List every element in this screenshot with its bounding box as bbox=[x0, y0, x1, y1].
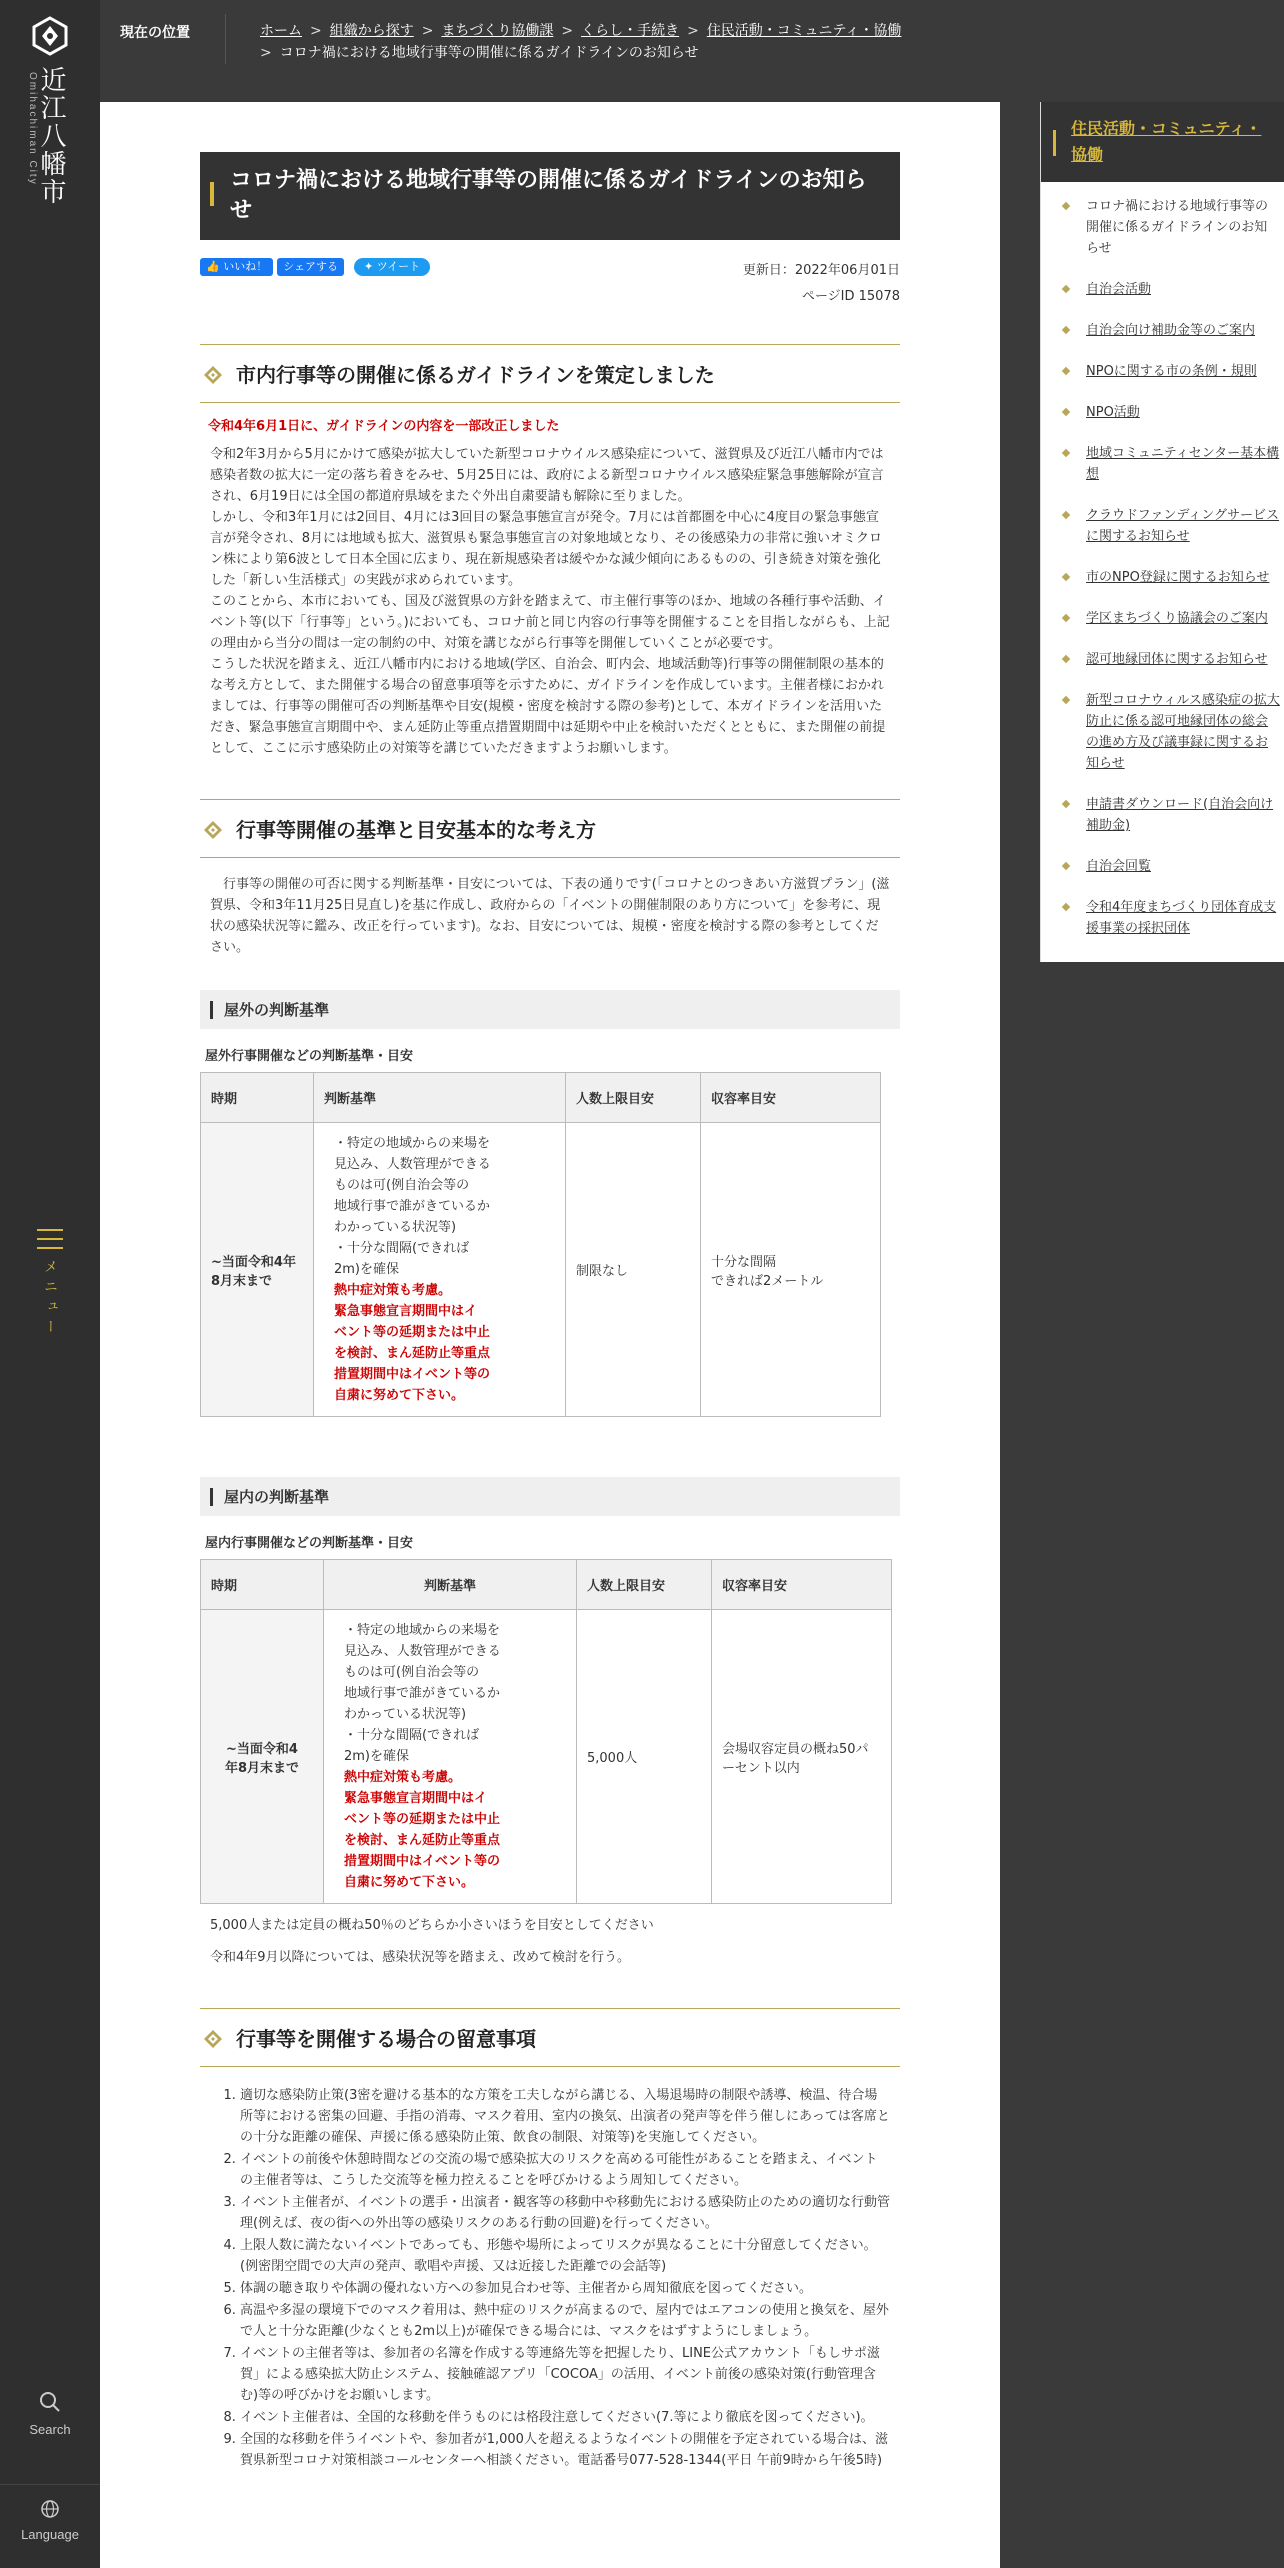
list-item: 6. 高温や多湿の環境下でのマスク着用は、熱中症のリスクが高まるので、屋内ではエアコンの使用と換気を、屋外で人と十分な距離(少なくとも2m以上)が確保できる場合には、マスクをはずすようにしましょう。 bbox=[240, 2300, 890, 2342]
criteria-line: 2m)を確保 bbox=[334, 1262, 400, 1277]
sidebar-item[interactable]: 市のNPO登録に関するお知らせ bbox=[1041, 567, 1284, 588]
column-header: 収容率目安 bbox=[712, 1560, 892, 1610]
search-button[interactable] bbox=[0, 2390, 100, 2470]
list-item: 8. イベント主催者は、全国的な移動を伴うものには格段注意してください(7.等により徹底を図ってください)。 bbox=[240, 2407, 890, 2428]
column-header: 判断基準 bbox=[314, 1073, 566, 1123]
social-bar bbox=[200, 258, 900, 308]
revision-notice: 令和4年6月1日に、ガイドラインの内容を一部改正しました bbox=[208, 419, 560, 434]
list-item: 5. 体調の聴き取りや体調の優れない方への参加見合わせ等、主催者から周知徹底を図ってください。 bbox=[240, 2278, 890, 2299]
language-label: Language bbox=[21, 2527, 79, 2542]
menu-label: メニュー bbox=[42, 1259, 58, 1339]
criteria-line: わかっている状況等) bbox=[344, 1707, 467, 1722]
twitter-bird-icon: ✦ bbox=[363, 260, 374, 273]
breadcrumb-bar bbox=[100, 0, 1284, 102]
section-body bbox=[210, 444, 890, 759]
sidebar-item[interactable]: NPOに関する市の条例・規則 bbox=[1041, 361, 1284, 382]
breadcrumb-item[interactable]: 住民活動・コミュニティ・協働 bbox=[706, 23, 902, 39]
paragraph: こうした状況を踏まえ、近江八幡市内における地域(学区、自治会、町内会、地域活動等)行事等の開催制限の基本的な考え方として、また開催する場合の留意事項等を示すために、ガイドラインを作成しています。主催者様におかれましては、行事等の開催可否の判断基準や目安(規模・密度を検討する際の参考)として、本ガイドラインを活用いただき、緊急事態宣言期間中や、まん延防止等重点措置期間中は延期や中止を検討いただくとともに、また開催の前提として、ここに示す感染防止の対策等を講じていただきますようお願いします。 bbox=[210, 657, 886, 756]
menu-button[interactable] bbox=[30, 1222, 70, 1352]
sidebar-item[interactable]: 地域コミュニティセンター基本構想 bbox=[1041, 443, 1284, 485]
sidebar-item[interactable]: 申請書ダウンロード(自治会向け補助金) bbox=[1041, 794, 1284, 836]
criteria-text bbox=[334, 1620, 566, 1893]
facebook-like-button[interactable]: 👍 いいね！ bbox=[200, 258, 273, 276]
sidebar-item[interactable]: 自治会向け補助金等のご案内 bbox=[1041, 320, 1284, 341]
city-name: 近江八幡市 bbox=[36, 66, 66, 206]
list-item: 3. イベント主催者が、イベントの選手・出演者・観客等の移動中や移動先における感染防止のための適切な行動管理(例えば、夜の街への外出等の感染リスクのある行動の回避)を行ってください。 bbox=[240, 2192, 890, 2234]
column-header: 人数上限目安 bbox=[577, 1560, 712, 1610]
criteria-line: 地域行事で誰がきているか bbox=[344, 1686, 501, 1701]
city-emblem-icon[interactable] bbox=[30, 16, 70, 56]
outdoor-criteria-table bbox=[200, 1072, 881, 1417]
criteria-warning-line: 緊急事態宣言期間中はイ bbox=[344, 1791, 488, 1806]
criteria-warning-line: ベント等の延期または中止 bbox=[344, 1812, 501, 1827]
criteria-line: 見込み、人数管理ができる bbox=[344, 1644, 501, 1659]
criteria-warning-line: 緊急事態宣言期間中はイ bbox=[334, 1304, 478, 1319]
section-heading-text: 行事等開催の基準と目安基本的な考え方 bbox=[236, 818, 596, 842]
criteria-line: 2m)を確保 bbox=[344, 1749, 410, 1764]
criteria-line: ・特定の地域からの来場を bbox=[334, 1136, 491, 1151]
breadcrumb-item[interactable]: くらし・手続き bbox=[581, 23, 680, 39]
period-line: 8月末まで bbox=[211, 1273, 273, 1289]
list-item: 4. 上限人数に満たないイベントであっても、形態や場所によってリスクが異なることに十分留意してください。(例密閉空間での大声の発声、歌唱や声援、又は近接した距離での会話等) bbox=[240, 2235, 890, 2277]
column-header: 判断基準 bbox=[324, 1560, 577, 1610]
capacity-cell bbox=[712, 1610, 892, 1904]
search-icon bbox=[38, 2390, 62, 2414]
city-roman-name: Omihachiman City bbox=[27, 72, 38, 186]
table-note: 5,000人または定員の概ね50％のどちらか小さいほうを目安としてください bbox=[210, 1918, 654, 1933]
page-meta bbox=[743, 258, 900, 310]
breadcrumb-heading: 現在の位置 bbox=[120, 25, 190, 41]
sidebar-item[interactable]: 自治会回覧 bbox=[1041, 856, 1284, 877]
chevron-right-icon: > bbox=[310, 23, 322, 39]
indoor-criteria-table bbox=[200, 1559, 892, 1904]
criteria-line: 地域行事で誰がきているか bbox=[334, 1199, 491, 1214]
hamburger-icon bbox=[30, 1229, 70, 1249]
criteria-line: ものは可(例自治会等の bbox=[334, 1178, 470, 1193]
criteria-line: わかっている状況等) bbox=[334, 1220, 457, 1235]
sidebar-item-current: コロナ禍における地域行事等の開催に係るガイドラインのお知らせ bbox=[1041, 196, 1284, 259]
chevron-right-icon: > bbox=[687, 23, 699, 39]
globe-icon bbox=[40, 2499, 60, 2519]
section-heading bbox=[200, 344, 900, 403]
list-item: 7. イベントの主催者等は、参加者の名簿を作成する等連絡先等を把握したり、LINE公式アカウント「もしサポ滋賀」による感染拡大防止システム、接触確認アプリ「COCOA」の活用、イベント前後の感染対策(行動管理含む)等の呼びかけをお願いします。 bbox=[240, 2343, 890, 2406]
like-label: いいね！ bbox=[223, 260, 268, 273]
criteria-cell bbox=[324, 1610, 577, 1904]
section-heading bbox=[200, 2008, 900, 2067]
section-heading-text: 市内行事等の開催に係るガイドラインを策定しました bbox=[236, 363, 715, 387]
criteria-line: ものは可(例自治会等の bbox=[344, 1665, 480, 1680]
sidebar-item[interactable]: 学区まちづくり協議会のご案内 bbox=[1041, 608, 1284, 629]
outdoor-criteria-heading: 屋外の判断基準 bbox=[200, 990, 900, 1029]
limit-cell: 5,000人 bbox=[577, 1610, 712, 1904]
column-header: 人数上限目安 bbox=[566, 1073, 701, 1123]
criteria-warning-line: 自粛に努めて下さい。 bbox=[334, 1388, 465, 1403]
main-content bbox=[100, 102, 1000, 2568]
table-row bbox=[201, 1610, 892, 1904]
period-line: ~当面令和4 bbox=[226, 1741, 298, 1757]
criteria-warning-line: 措置期間中はイベント等の bbox=[334, 1367, 491, 1382]
criteria-warning-line: 熱中症対策も考慮。 bbox=[334, 1283, 452, 1298]
list-item: 2. イベントの前後や休憩時間などの交流の場で感染拡大のリスクを高める可能性があることを踏まえ、イベントの主催者等は、こうした交流等を極力控えることを呼びかけるよう周知してください。 bbox=[240, 2149, 890, 2191]
criteria-warning-line: を検討、まん延防止等重点 bbox=[334, 1346, 491, 1361]
left-rail bbox=[0, 0, 100, 2568]
diamond-ornament-icon bbox=[204, 366, 222, 384]
limit-cell: 制限なし bbox=[566, 1123, 701, 1417]
table-header-row bbox=[201, 1560, 892, 1610]
facebook-share-button[interactable]: シェアする bbox=[277, 258, 344, 276]
breadcrumb-divider bbox=[225, 14, 226, 64]
capacity-line: 会場収容定員の概ね50パ bbox=[722, 1741, 869, 1757]
paragraph: 令和2年3月から5月にかけて感染が拡大していた新型コロナウイルス感染症について、滋賀県及び近江八幡市内では感染者数の拡大に一定の落ち着きをみせ、5月25日には、政府による新型コロナウイルス感染症緊急事態解除が宣言され、6月19日には全国の都道府県域をまたぐ外出自粛要請も解除に至りました。 bbox=[210, 447, 884, 504]
sidebar-item[interactable]: 認可地縁団体に関するお知らせ bbox=[1041, 649, 1284, 670]
criteria-warning-line: 措置期間中はイベント等の bbox=[344, 1854, 501, 1869]
sidebar-list bbox=[1041, 182, 1284, 939]
breadcrumb-item[interactable]: まちづくり協働課 bbox=[441, 23, 554, 39]
table-header-row bbox=[201, 1073, 881, 1123]
tweet-button[interactable] bbox=[354, 258, 430, 276]
column-header: 時期 bbox=[201, 1073, 314, 1123]
table-caption: 屋外行事開催などの判断基準・目安 bbox=[205, 1049, 414, 1064]
column-header: 収容率目安 bbox=[701, 1073, 881, 1123]
chevron-right-icon: > bbox=[561, 23, 574, 39]
updated-date: 更新日：2022年06月01日 bbox=[742, 263, 900, 278]
article bbox=[200, 152, 900, 2472]
criteria-line: ・十分な間隔(できれば bbox=[344, 1728, 480, 1743]
paragraph: 行事等の開催の可否に関する判断基準・目安については、下表の通りです(「コロナとのつきあい方滋賀プラン」(滋賀県、令和3年11月25日見直し)を基に作成し、政府からの「イベントの開催制限のあり方について」を参考に、現状の感染状況等に鑑み、改正を行っています)。なお、目安については、規模・密度を検討する際の参考としてください。 bbox=[210, 877, 890, 955]
period-line: 年8月末まで bbox=[224, 1760, 300, 1776]
period-cell bbox=[201, 1123, 314, 1417]
breadcrumb bbox=[260, 20, 1060, 64]
breadcrumb-home[interactable]: ホーム bbox=[260, 23, 302, 39]
sidebar-item[interactable]: NPO活動 bbox=[1041, 402, 1284, 423]
sidebar-item[interactable]: 令和4年度まちづくり団体育成支援事業の採択団体 bbox=[1041, 897, 1284, 939]
column-header: 時期 bbox=[201, 1560, 324, 1610]
criteria-text bbox=[324, 1133, 555, 1406]
capacity-line: ーセント以内 bbox=[722, 1760, 800, 1776]
search-label: Search bbox=[29, 2422, 71, 2437]
sidebar bbox=[1040, 102, 1284, 962]
criteria-line: 見込み、人数管理ができる bbox=[334, 1157, 491, 1172]
sidebar-item[interactable]: クラウドファンディングサービスに関するお知らせ bbox=[1041, 505, 1284, 547]
criteria-warning-line: を検討、まん延防止等重点 bbox=[344, 1833, 501, 1848]
list-item: 1. 適切な感染防止策(3密を避ける基本的な方策を工夫しながら講じる、入場退場時の制限や誘導、検温、待合場所等における密集の回避、手指の消毒、マスク着用、室内の換気、出演者の発声等を伴う催しにあっては客席との十分な距離の確保、声援に係る感染防止策、飲食の制限、対策等)を実施してください。 bbox=[240, 2085, 890, 2148]
sidebar-item[interactable]: 自治会活動 bbox=[1041, 279, 1284, 300]
sidebar-item[interactable]: 新型コロナウィルス感染症の拡大防止に係る認可地縁団体の総会の進め方及び議事録に関するお知らせ bbox=[1041, 690, 1284, 774]
breadcrumb-item[interactable]: 組織から探す bbox=[329, 23, 414, 39]
indoor-criteria-heading: 屋内の判断基準 bbox=[200, 1477, 900, 1516]
criteria-warning-line: ベント等の延期または中止 bbox=[334, 1325, 491, 1340]
language-button[interactable] bbox=[0, 2484, 100, 2564]
page-id: ページID 15078 bbox=[801, 289, 900, 304]
diamond-ornament-icon bbox=[204, 2030, 222, 2048]
capacity-line: できれば2メートル bbox=[711, 1273, 824, 1289]
table-note: 令和4年9月以降については、感染状況等を踏まえ、改めて検討を行う。 bbox=[210, 1950, 631, 1965]
sidebar-title[interactable]: 住民活動・コミュニティ・協働 bbox=[1041, 102, 1284, 182]
capacity-cell bbox=[701, 1123, 881, 1417]
criteria-line: ・特定の地域からの来場を bbox=[344, 1623, 501, 1638]
precautions-list bbox=[240, 2085, 890, 2471]
diamond-ornament-icon bbox=[204, 821, 222, 839]
criteria-warning-line: 熱中症対策も考慮。 bbox=[344, 1770, 462, 1785]
chevron-right-icon: > bbox=[421, 23, 434, 39]
period-cell bbox=[201, 1610, 324, 1904]
capacity-line: 十分な間隔 bbox=[711, 1254, 777, 1270]
section-heading bbox=[200, 799, 900, 858]
table-row bbox=[201, 1123, 881, 1417]
breadcrumb-current: コロナ禍における地域行事等の開催に係るガイドラインのお知らせ bbox=[279, 45, 699, 61]
table-caption: 屋内行事開催などの判断基準・目安 bbox=[205, 1536, 414, 1551]
section-heading-text: 行事等を開催する場合の留意事項 bbox=[236, 2027, 536, 2051]
period-line: ~当面令和4年 bbox=[211, 1254, 296, 1270]
page-title: コロナ禍における地域行事等の開催に係るガイドラインのお知らせ bbox=[200, 152, 900, 240]
criteria-cell bbox=[314, 1123, 566, 1417]
paragraph: このことから、本市においても、国及び滋賀県の方針を踏まえて、市主催行事等のほか、地域の各種行事や活動、イベント等(以下「行事等」という。)においても、コロナ前と同じ内容の行事等を開催することを目指しながらも、上記の理由から当分の間は一定の制約の中、対策を講じながら行事等を開催していくことが必要です。 bbox=[210, 594, 890, 651]
chevron-right-icon: > bbox=[260, 45, 272, 61]
criteria-warning-line: 自粛に努めて下さい。 bbox=[344, 1875, 475, 1890]
criteria-line: ・十分な間隔(できれば bbox=[334, 1241, 470, 1256]
list-item: 9. 全国的な移動を伴うイベントや、参加者が1,000人を超えるようなイベントの開催を予定されている場合は、滋賀県新型コロナ対策相談コールセンターへ相談ください。電話番号077-528-1344(平日 午前9時から午後5時) bbox=[240, 2429, 890, 2471]
tweet-label: ツイート bbox=[376, 260, 421, 273]
section-body bbox=[210, 874, 890, 958]
paragraph: しかし、令和3年1月には2回目、4月には3回目の緊急事態宣言が発令。7月には首都圏を中心に4度目の緊急事態宣言が発令され、8月には地域も拡大、滋賀県も緊急事態宣言の対象地域となり、その後感染力の非常に強いオミクロン株により第6波として日本全国に広まり、現在新規感染者は緩やかな減少傾向にあるものの、引き続き対策を強化した「新しい生活様式」の実践が求められています。 bbox=[210, 510, 883, 588]
